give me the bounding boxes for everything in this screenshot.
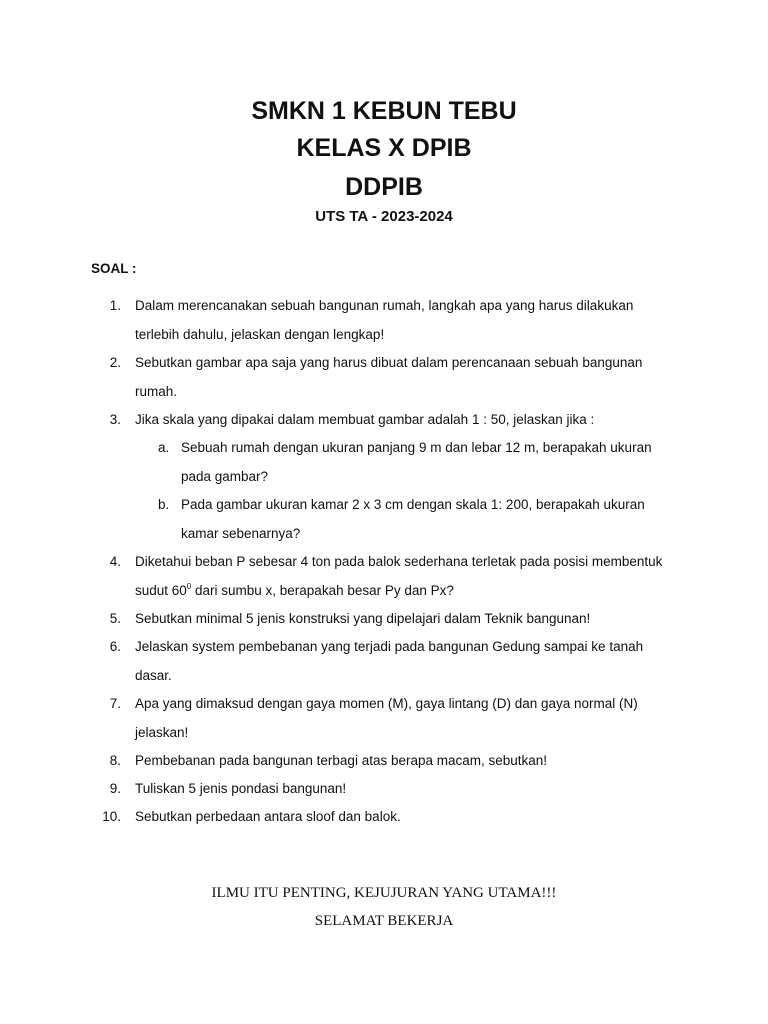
question-text: jelaskan! <box>135 724 189 740</box>
soal-label: SOAL : <box>91 261 137 276</box>
question-text: Apa yang dimaksud dengan gaya momen (M), gaya lintang (D) dan gaya normal (N) <box>135 696 638 711</box>
sub-question-text: kamar sebenarnya? <box>181 525 301 541</box>
question-text: Sebutkan minimal 5 jenis konstruksi yang dipelajari dalam Teknik bangunan! <box>135 611 591 626</box>
question-number: 5. <box>109 611 121 626</box>
question-number: 1. <box>109 298 121 313</box>
question-text: Jelaskan system pembebanan yang terjadi pada bangunan Gedung sampai ke tanah <box>135 639 644 654</box>
class-title: KELAS X DPIB <box>296 134 472 162</box>
question-text-part: dari sumbu x, berapakah besar Py dan Px? <box>191 582 454 598</box>
question-text: Pembebanan pada bangunan terbagi atas berapa macam, sebutkan! <box>135 753 548 768</box>
question-text: rumah. <box>135 383 178 399</box>
sub-question-text: Pada gambar ukuran kamar 2 x 3 cm dengan skala 1: 200, berapakah ukuran <box>181 497 645 512</box>
question-text: Sebutkan gambar apa saja yang harus dibuat dalam perencanaan sebuah bangunan <box>135 355 643 370</box>
question-text: Jika skala yang dipakai dalam membuat gambar adalah 1 : 50, jelaskan jika : <box>135 412 595 427</box>
question-number: 2. <box>109 355 121 370</box>
question-number: 7. <box>109 696 121 711</box>
sub-question-label: a. <box>158 440 170 455</box>
question-text-line-2 <box>135 582 695 611</box>
sub-question-text: Sebuah rumah dengan ukuran panjang 9 m dan lebar 12 m, berapakah ukuran <box>181 440 652 455</box>
question-number: 8. <box>109 753 121 768</box>
footer-motto: ILMU ITU PENTING, KEJUJURAN YANG UTAMA!!! <box>211 885 557 901</box>
exam-subtitle: UTS TA - 2023-2024 <box>315 208 453 225</box>
sub-question-label: b. <box>158 497 170 512</box>
question-text: terlebih dahulu, jelaskan dengan lengkap! <box>135 326 385 342</box>
question-text: Sebutkan perbedaan antara sloof dan balok. <box>135 809 401 824</box>
footer-greeting: SELAMAT BEKERJA <box>314 913 454 929</box>
question-text: Tuliskan 5 jenis pondasi bangunan! <box>135 781 347 796</box>
question-number: 10. <box>102 809 121 824</box>
question-number: 3. <box>109 412 121 427</box>
question-number: 9. <box>109 781 121 796</box>
sub-question-text: pada gambar? <box>181 468 269 484</box>
degree-superscript: 0 <box>186 581 192 591</box>
subject-title: DDPIB <box>345 173 423 201</box>
question-text-part: sudut 60 <box>135 582 187 598</box>
question-number: 4. <box>109 554 121 569</box>
question-number: 6. <box>109 639 121 654</box>
question-text: Dalam merencanakan sebuah bangunan rumah, langkah apa yang harus dilakukan <box>135 298 634 313</box>
question-text: Diketahui beban P sebesar 4 ton pada balok sederhana terletak pada posisi membentuk <box>135 554 663 569</box>
question-text: dasar. <box>135 667 172 683</box>
school-title: SMKN 1 KEBUN TEBU <box>251 97 517 125</box>
